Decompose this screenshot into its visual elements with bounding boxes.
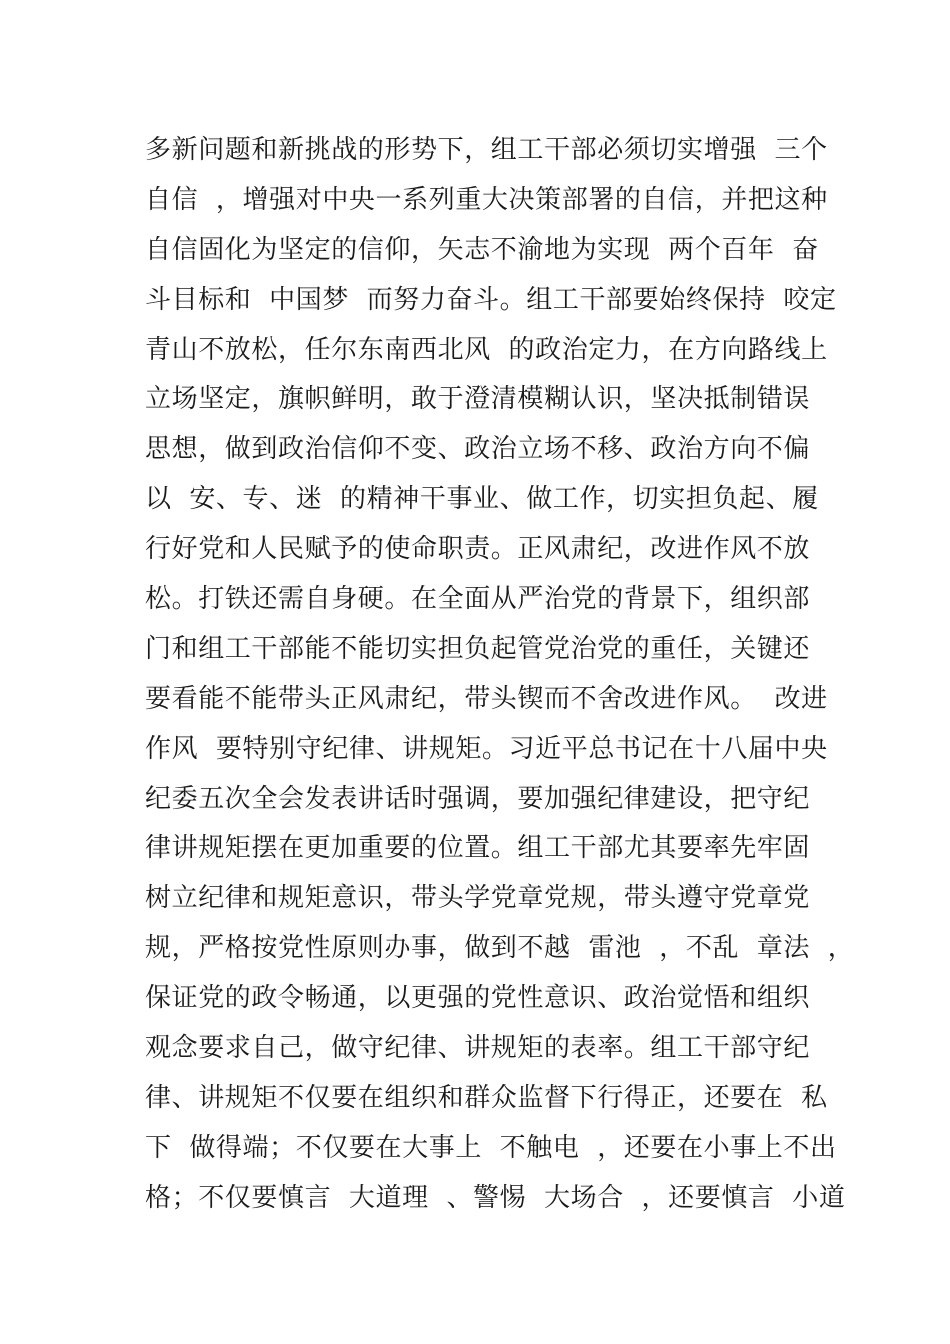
text-line-11: 门和组工干部能不能切实担负起管党治党的重任，关键还: [145, 633, 811, 664]
text-line-4: 斗目标和 中国梦 而努力奋斗。组工干部要始终保持 咬定: [145, 284, 837, 315]
text-line-8: 以 安、专、迷 的精神干事业、做工作，切实担负起、履: [145, 484, 819, 515]
text-line-12: 要看能不能带头正风肃纪，带头锲而不舍改进作风。 改进: [145, 683, 828, 714]
text-line-15: 律讲规矩摆在更加重要的位置。组工干部尤其要率先牢固: [145, 833, 811, 864]
text-line-20: 律、讲规矩不仅要在组织和群众监督下行得正，还要在 私: [145, 1082, 828, 1113]
text-line-7: 思想，做到政治信仰不变、政治立场不移、政治方向不偏: [145, 434, 811, 465]
text-line-5: 青山不放松，任尔东南西北风 的政治定力，在方向路线上: [145, 334, 828, 365]
text-line-21: 下 做得端；不仅要在大事上 不触电 ，还要在小事上不出: [145, 1132, 837, 1163]
text-line-13: 作风 要特别守纪律、讲规矩。习近平总书记在十八届中央: [145, 733, 828, 764]
body-text: [145, 126, 855, 1224]
text-line-1: 多新问题和新挑战的形势下，组工干部必须切实增强 三个: [145, 135, 828, 165]
text-line-19: 观念要求自己，做守纪律、讲规矩的表率。组工干部守纪: [145, 1033, 811, 1064]
text-line-14: 纪委五次全会发表讲话时强调，要加强纪律建设，把守纪: [145, 783, 811, 814]
text-line-6: 立场坚定，旗帜鲜明，敢于澄清模糊认识，坚决抵制错误: [145, 384, 811, 415]
text-line-16: 树立纪律和规矩意识，带头学党章党规，带头遵守党章党: [145, 883, 811, 914]
text-line-10: 松。打铁还需自身硬。在全面从严治党的背景下，组织部: [145, 584, 811, 615]
text-line-3: 自信固化为坚定的信仰，矢志不渝地为实现 两个百年 奋: [145, 234, 819, 265]
text-line-17: 规，严格按党性原则办事，做到不越 雷池 ，不乱 章法 ，: [145, 933, 855, 964]
text-line-2: 自信 ，增强对中央一系列重大决策部署的自信，并把这种: [145, 184, 828, 215]
text-line-22: 格；不仅要慎言 大道理 、警惕 大场合 ，还要慎言 小道: [145, 1182, 846, 1213]
text-line-9: 行好党和人民赋予的使命职责。正风肃纪，改进作风不放: [145, 534, 811, 565]
text-line-18: 保证党的政令畅通，以更强的党性意识、政治觉悟和组织: [145, 983, 811, 1014]
